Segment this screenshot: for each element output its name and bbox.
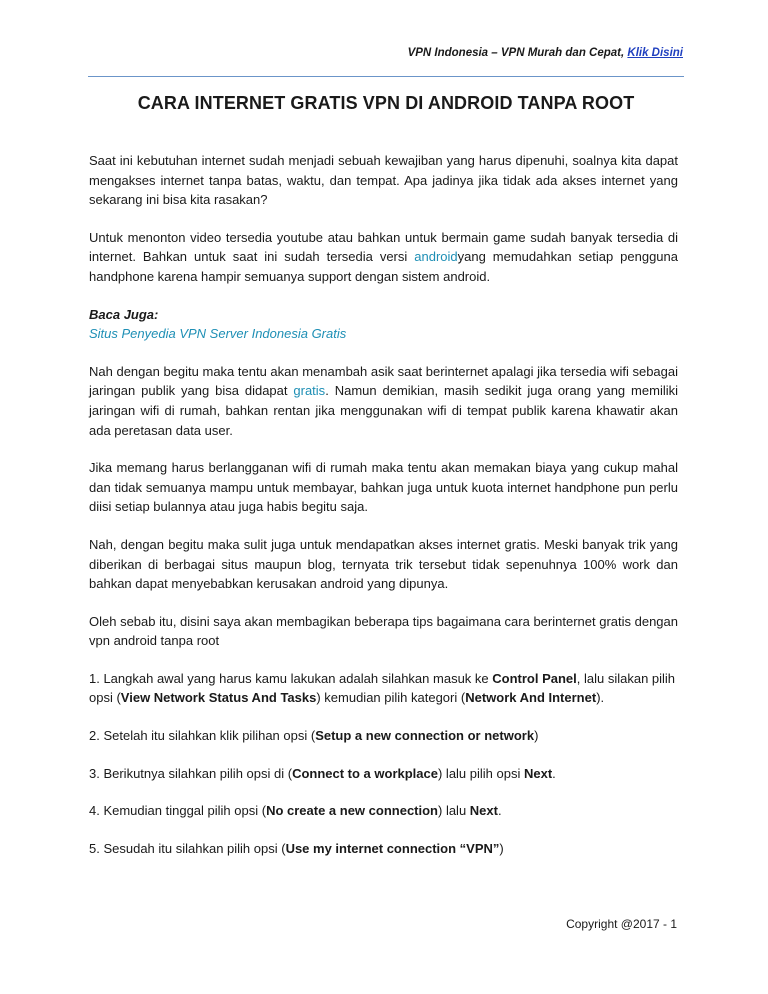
paragraph-3	[89, 362, 678, 440]
header-text: VPN Indonesia – VPN Murah dan Cepat,	[407, 47, 628, 59]
step-4-bold-next: Next	[469, 803, 498, 819]
paragraph-2-text-a: Untuk menonton video tersedia youtube atau bahkan untuk bermain game sudah banyak tersedia di internet. Bahkan untuk saat ini sudah tersedia versi	[89, 229, 678, 265]
step-5-text-a: 5. Sesudah itu silahkan pilih opsi (	[89, 840, 286, 856]
android-link[interactable]: android	[414, 249, 458, 265]
paragraph-2-text-b: yang memudahkan setiap pengguna handphone karena hampir semuanya support dengan sistem android.	[89, 249, 678, 284]
paragraph-3-text-a: Nah dengan begitu maka tentu akan menambah asik saat berinternet apalagi jika tersedia wifi sebagai jaringan publik yang bisa didapat	[89, 363, 678, 399]
baca-juga-block	[89, 305, 678, 344]
paragraph-4: Jika memang harus berlangganan wifi di rumah maka tentu akan memakan biaya yang cukup mahal dan tidak semuanya mampu untuk membayar, bahkan juga untuk kuota internet handphone pun perlu diisi setiap bulannya atau juga habis begitu saja.	[89, 460, 678, 515]
step-3-text-d: .	[552, 765, 556, 781]
paragraph-1: Saat ini kebutuhan internet sudah menjadi sebuah kewajiban yang harus dipenuhi, soalnya kita dapat mengakses internet tanpa batas, waktu, dan tempat. Apa jadinya jika tidak ada akses internet yang sekarang ini bisa kita rasakan?	[89, 153, 678, 208]
step-4-bold-no-create: No create a new connection	[266, 803, 438, 819]
step-2-text-c: )	[534, 728, 539, 744]
paragraph-2	[89, 228, 678, 287]
page-header	[408, 47, 683, 59]
step-3-text-c: ) lalu pilih opsi	[437, 765, 524, 781]
step-1	[89, 669, 678, 708]
step-3-bold-connect: Connect to a workplace	[292, 765, 438, 781]
document-title: CARA INTERNET GRATIS VPN DI ANDROID TANPA ROOT	[137, 93, 635, 113]
step-1-text-a: 1. Langkah awal yang harus kamu lakukan adalah silahkan masuk ke	[89, 670, 493, 686]
step-4-text-c: ) lalu	[438, 803, 470, 819]
step-1-bold-view-network: View Network Status And Tasks	[120, 690, 317, 706]
step-1-bold-network-internet: Network And Internet	[465, 690, 597, 706]
paragraph-5: Nah, dengan begitu maka sulit juga untuk mendapatkan akses internet gratis. Meski banyak trik yang diberikan di berbagai situs maupun blog, ternyata trik tersebut tidak sepenuhnya 100% work dan bahkan dapat menyebabkan kerusakan android yang dipunya.	[89, 536, 678, 592]
step-2	[89, 726, 678, 746]
paragraph-6: Oleh sebab itu, disini saya akan membagikan beberapa tips bagaimana cara berinternet gratis dengan vpn android tanpa root	[89, 613, 678, 649]
baca-juga-label: Baca Juga:	[89, 306, 159, 322]
step-4-text-a: 4. Kemudian tinggal pilih opsi (	[89, 803, 267, 819]
page-footer-copyright: Copyright @2017 - 1	[566, 917, 677, 931]
document-body	[89, 151, 678, 876]
step-3-text-a: 3. Berikutnya silahkan pilih opsi di (	[89, 765, 293, 781]
step-4-text-d: .	[497, 803, 502, 819]
step-1-text-c: , lalu silakan pilih opsi (	[89, 670, 676, 706]
step-3	[89, 764, 678, 784]
step-1-bold-control-panel: Control Panel	[492, 670, 577, 686]
step-4	[89, 801, 678, 821]
step-2-text-a: 2. Setelah itu silahkan klik pilihan opsi (	[89, 728, 316, 744]
step-5-text-c: )	[499, 840, 504, 856]
gratis-link[interactable]: gratis	[293, 383, 326, 399]
step-5-bold: Use my internet connection “VPN”	[285, 840, 500, 856]
step-5	[89, 839, 678, 859]
paragraph-3-text-b: . Namun demikian, masih sedikit juga orang yang memiliki jaringan wifi di rumah, bahkan rentan jika menggunakan wifi di tempat publik karena khawatir akan ada peretasan data user.	[89, 383, 678, 438]
header-link-klik-disini[interactable]: Klik Disini	[627, 47, 683, 59]
step-1-text-e: ).	[596, 690, 605, 706]
step-3-bold-next: Next	[523, 765, 553, 781]
header-divider	[88, 76, 684, 77]
step-2-bold: Setup a new connection or network	[315, 728, 535, 744]
baca-juga-link[interactable]: Situs Penyedia VPN Server Indonesia Gratis	[89, 326, 347, 342]
step-1-text-d: ) kemudian pilih kategori (	[316, 690, 466, 706]
